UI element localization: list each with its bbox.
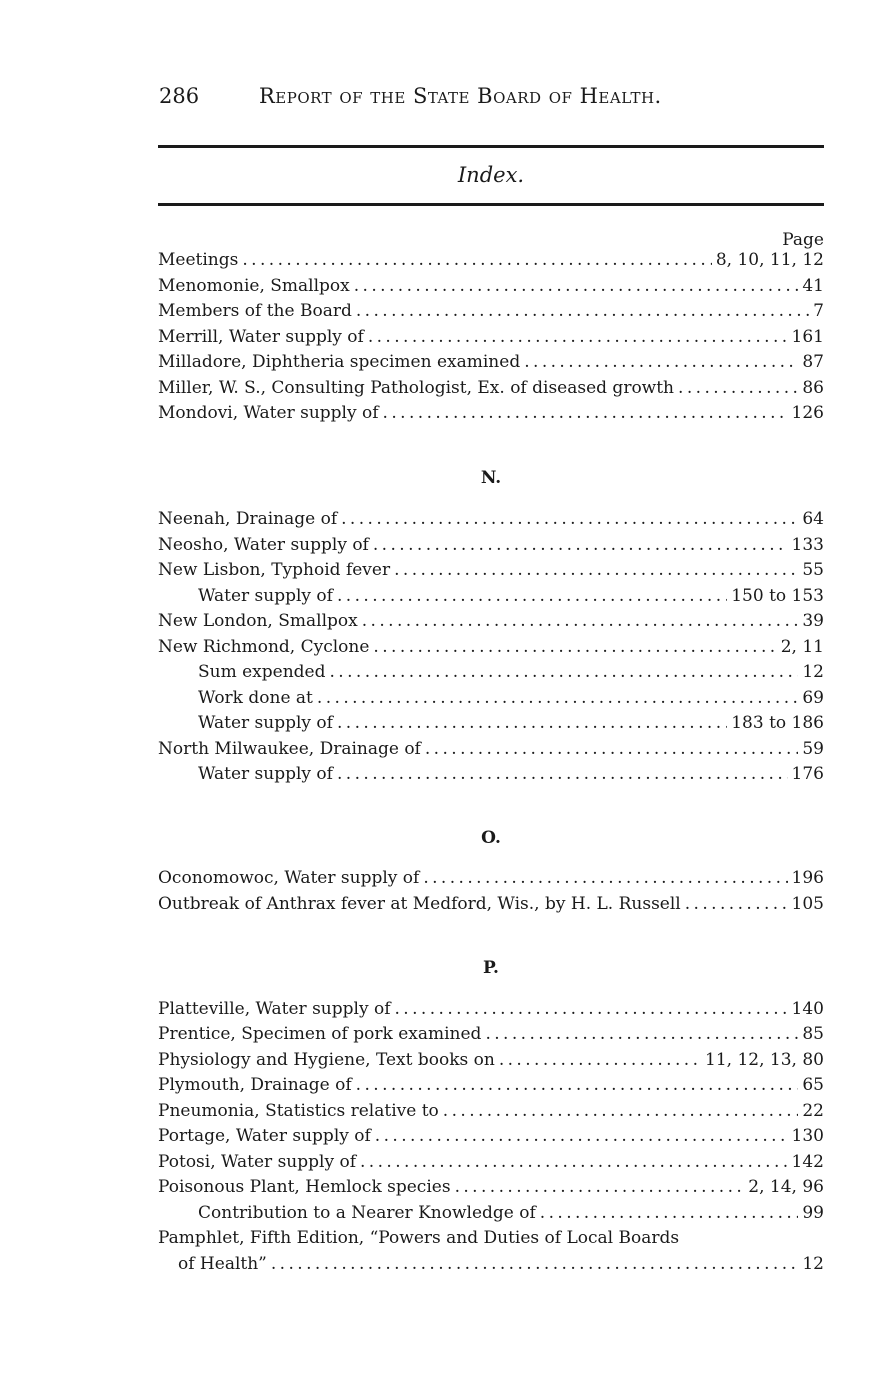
entry-label: Merrill, Water supply of [158,327,364,347]
bottom-rule [158,203,824,206]
dot-leader [356,1075,799,1095]
index-entry [158,868,824,892]
index-subentry [158,713,824,737]
index-entry [158,403,824,427]
entry-label: Plymouth, Drainage of [158,1075,352,1095]
entry-label: Neenah, Drainage of [158,509,338,529]
index-entry [158,352,824,376]
dot-leader [373,535,788,555]
entry-pages: 85 [802,1024,824,1044]
dot-leader [317,688,798,708]
index-entry [158,1126,824,1150]
entry-label: of Health” [178,1254,267,1274]
index-entry [158,560,824,584]
dot-leader [540,1203,799,1223]
dot-leader [375,1126,788,1146]
entry-pages: 12 [802,1254,824,1274]
page-header [159,84,824,118]
top-rule [158,145,824,148]
dot-leader [423,868,787,888]
index-entry [158,894,824,918]
index-entry [158,301,824,325]
entry-label: Poisonous Plant, Hemlock species [158,1177,451,1197]
entry-pages: 22 [802,1101,824,1121]
index-entry [158,1177,824,1201]
index-entry [158,1024,824,1048]
entry-label: New Lisbon, Typhoid fever [158,560,391,580]
entry-pages: 39 [802,611,824,631]
index-entry [158,535,824,559]
dot-leader [485,1024,798,1044]
dot-leader [373,637,776,657]
entry-pages: 140 [791,999,824,1019]
entry-pages: 11, 12, 13, 80 [705,1050,824,1070]
entry-pages: 150 to 153 [731,586,824,606]
dot-leader [337,713,727,733]
entry-label: Platteville, Water supply of [158,999,391,1019]
entry-pages: 41 [802,276,824,296]
dot-leader [383,403,788,423]
entry-label: Milladore, Diphtheria specimen examined [158,352,521,372]
entry-pages: 99 [802,1203,824,1223]
entry-label: Water supply of [198,713,333,733]
entry-label-wrapped: Pamphlet, Fifth Edition, “Powers and Duties of Local Boards [158,1228,680,1248]
index-entry [158,637,824,661]
entry-label: Members of the Board [158,301,352,321]
page-column-label: Page [782,230,824,250]
entry-label: Meetings [158,250,239,270]
dot-leader [362,611,799,631]
running-title: Report of the State Board of Health. [259,84,662,108]
entry-label: Contribution to a Nearer Knowledge of [198,1203,536,1223]
index-subentry [158,586,824,610]
entry-label: Menomonie, Smallpox [158,276,350,296]
dot-leader [499,1050,701,1070]
entry-label: New Richmond, Cyclone [158,637,370,657]
entry-pages: 64 [802,509,824,529]
index-subentry [158,662,824,686]
entry-pages: 161 [791,327,824,347]
index-entry [158,611,824,635]
index-entry-continued [158,1254,824,1278]
entry-label: Prentice, Specimen of pork examined [158,1024,482,1044]
entry-label: Outbreak of Anthrax fever at Medford, Wis., by H. L. Russell [158,894,681,914]
dot-leader [354,276,799,296]
entry-pages: 176 [791,764,824,784]
dot-leader [337,586,727,606]
dot-leader [337,764,788,784]
index-entry [158,1101,824,1125]
entry-pages: 196 [791,868,824,888]
entry-label: Work done at [198,688,313,708]
entry-label: Physiology and Hygiene, Text books on [158,1050,495,1070]
entry-label: Sum expended [198,662,326,682]
index-entry [158,327,824,351]
dot-leader [678,378,798,398]
dot-leader [685,894,788,914]
entry-pages: 86 [802,378,824,398]
entry-pages: 55 [802,560,824,580]
entry-pages: 65 [802,1075,824,1095]
entry-label: Water supply of [198,764,333,784]
index-entry [158,378,824,402]
index-subentry [158,764,824,788]
entry-pages: 126 [791,403,824,423]
entry-label: Neosho, Water supply of [158,535,369,555]
entry-pages: 2, 11 [780,637,824,657]
entry-pages: 105 [791,894,824,914]
dot-leader [341,509,798,529]
dot-leader [368,327,788,347]
entry-pages: 130 [791,1126,824,1146]
dot-leader [242,250,712,270]
entry-pages: 59 [802,739,824,759]
entry-pages: 87 [802,352,824,372]
index-entry [158,739,824,763]
dot-leader [524,352,798,372]
index-entry [158,999,824,1023]
entry-pages: 183 to 186 [731,713,824,733]
dot-leader [271,1254,798,1274]
entry-pages: 142 [791,1152,824,1172]
index-entry [158,509,824,533]
entry-pages: 69 [802,688,824,708]
dot-leader [329,662,798,682]
entry-label: Oconomowoc, Water supply of [158,868,420,888]
letter-heading-n: N. [480,468,502,488]
index-entry [158,250,824,274]
entry-pages: 12 [802,662,824,682]
letter-heading-o: O. [481,828,501,848]
entry-label: Portage, Water supply of [158,1126,371,1146]
entry-label: Mondovi, Water supply of [158,403,379,423]
entry-label: Miller, W. S., Consulting Pathologist, Ex. of diseased growth [158,378,675,398]
entry-pages: 7 [813,301,824,321]
index-subentry [158,688,824,712]
index-entry [158,276,824,300]
entry-label: Water supply of [198,586,333,606]
letter-heading-p: P. [483,958,499,978]
dot-leader [455,1177,745,1197]
dot-leader [425,739,799,759]
entry-label: Pneumonia, Statistics relative to [158,1101,439,1121]
entry-label: New London, Smallpox [158,611,358,631]
entry-pages: 8, 10, 11, 12 [715,250,824,270]
dot-leader [394,999,787,1019]
dot-leader [360,1152,788,1172]
index-entry [158,1152,824,1176]
dot-leader [356,301,809,321]
index-subentry [158,1203,824,1227]
index-entry [158,1075,824,1099]
index-entry [158,1050,824,1074]
dot-leader [394,560,798,580]
dot-leader [443,1101,799,1121]
section-title: Index. [457,163,525,187]
entry-label: Potosi, Water supply of [158,1152,356,1172]
entry-label: North Milwaukee, Drainage of [158,739,421,759]
entry-pages: 2, 14, 96 [748,1177,824,1197]
entry-pages: 133 [791,535,824,555]
page-number: 286 [159,84,200,108]
